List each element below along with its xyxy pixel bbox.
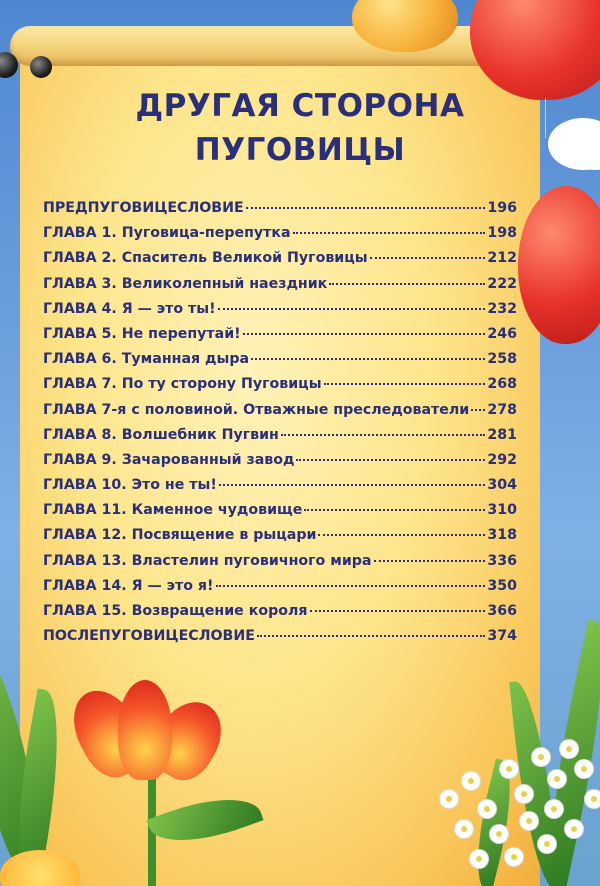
daisy-flower	[505, 848, 523, 866]
toc-entry-page: 268	[487, 376, 517, 393]
toc-entry	[43, 276, 517, 301]
toc-entry	[43, 502, 517, 527]
toc-entry-page: 212	[487, 250, 517, 267]
daisy-flower	[440, 790, 458, 808]
toc-leader-dots	[281, 434, 486, 436]
scroll-roll	[10, 26, 550, 66]
toc-entry-title: ГЛАВА 10. Это не ты!	[43, 477, 217, 494]
toc-entry	[43, 351, 517, 376]
toc-leader-dots	[243, 333, 486, 335]
red-balloon-right	[518, 186, 600, 344]
daisy-flower	[478, 800, 496, 818]
toc-entry-title: ГЛАВА 6. Туманная дыра	[43, 351, 250, 368]
toc-entry-page: 336	[487, 552, 517, 569]
toc-entry-title: ГЛАВА 11. Каменное чудовище	[43, 502, 303, 519]
toc-entry-page: 196	[487, 200, 517, 216]
toc-entry-page: 281	[487, 426, 517, 443]
daisy-flower	[575, 760, 593, 778]
toc-entry-page: 278	[487, 401, 517, 418]
daisy-flower	[462, 772, 480, 790]
toc-leader-dots	[246, 207, 486, 209]
tulip-petal	[118, 680, 172, 780]
toc-entry-title: ГЛАВА 9. Зачарованный завод	[43, 451, 295, 468]
toc-entry-title: ГЛАВА 13. Властелин пуговичного мира	[43, 552, 372, 569]
toc-entry-page: 258	[487, 351, 517, 368]
daisy-flower	[470, 850, 488, 868]
toc-leader-dots	[293, 232, 486, 234]
page-title	[0, 84, 600, 172]
daisy-flower	[520, 812, 538, 830]
daisy-flower	[515, 785, 533, 803]
toc-entry-page: 304	[487, 477, 517, 494]
toc-leader-dots	[219, 484, 486, 486]
toc-leader-dots	[329, 283, 485, 285]
toc-entry	[43, 376, 517, 401]
toc-entry-page: 350	[487, 577, 517, 594]
toc-entry-title: ГЛАВА 1. Пуговица-перепутка	[43, 225, 291, 242]
table-of-contents	[43, 200, 517, 653]
toc-leader-dots	[296, 459, 485, 461]
toc-entry	[43, 527, 517, 552]
toc-leader-dots	[218, 308, 486, 310]
toc-entry	[43, 250, 517, 275]
toc-entry-title: ГЛАВА 8. Волшебник Пугвин	[43, 426, 279, 443]
title-line-1: ДРУГАЯ СТОРОНА	[135, 88, 465, 124]
toc-leader-dots	[318, 534, 485, 536]
toc-leader-dots	[251, 358, 485, 360]
daisy-flower	[545, 800, 563, 818]
toc-leader-dots	[370, 257, 486, 259]
toc-leader-dots	[257, 635, 485, 637]
toc-entry-title: ГЛАВА 12. Посвящение в рыцари	[43, 527, 317, 544]
toc-leader-dots	[374, 560, 486, 562]
scroll-knob	[30, 56, 52, 78]
toc-entry-title: ГЛАВА 4. Я — это ты!	[43, 300, 216, 317]
toc-entry-page: 232	[487, 300, 517, 317]
toc-entry	[43, 452, 517, 477]
toc-entry-title: ГЛАВА 5. Не перепутай!	[43, 325, 241, 342]
toc-entry-title: ГЛАВА 15. Возвращение короля	[43, 603, 308, 619]
toc-entry-page: 366	[487, 603, 517, 619]
daisy-flower	[455, 820, 473, 838]
toc-entry	[43, 301, 517, 326]
toc-leader-dots	[304, 509, 485, 511]
daisy-flower	[585, 790, 600, 808]
toc-entry	[43, 326, 517, 351]
toc-entry-page: 198	[487, 225, 517, 242]
toc-entry-title: ГЛАВА 7. По ту сторону Пуговицы	[43, 376, 322, 393]
toc-entry	[43, 200, 517, 225]
toc-entry-title: ГЛАВА 2. Спаситель Великой Пуговицы	[43, 250, 368, 267]
toc-entry	[43, 603, 517, 628]
toc-entry	[43, 553, 517, 578]
toc-entry	[43, 578, 517, 603]
toc-leader-dots	[216, 585, 486, 587]
toc-entry-page: 292	[487, 451, 517, 468]
toc-entry-page: 310	[487, 502, 517, 519]
toc-entry	[43, 225, 517, 250]
toc-entry-page: 222	[487, 275, 517, 292]
daisy-flower	[490, 825, 508, 843]
daisy-flower	[548, 770, 566, 788]
title-line-2: ПУГОВИЦЫ	[194, 132, 406, 168]
daisy-flower	[538, 835, 556, 853]
toc-entry-page: 374	[487, 628, 517, 645]
toc-entry-page: 246	[487, 325, 517, 342]
toc-entry-page: 318	[487, 527, 517, 544]
daisy-flower	[532, 748, 550, 766]
daisy-flower	[565, 820, 583, 838]
toc-entry	[43, 628, 517, 653]
daisy-flower	[500, 760, 518, 778]
toc-entry-title: ГЛАВА 3. Великолепный наездник	[43, 275, 328, 292]
toc-entry-title: ГЛАВА 7-я с половиной. Отважные преследователи	[43, 401, 470, 418]
toc-entry	[43, 402, 517, 427]
toc-entry	[43, 477, 517, 502]
toc-leader-dots	[324, 383, 486, 385]
toc-entry-title: ПРЕДПУГОВИЦЕСЛОВИЕ	[43, 200, 244, 216]
toc-entry-title: ГЛАВА 14. Я — это я!	[43, 577, 214, 594]
toc-entry-title: ПОСЛЕПУГОВИЦЕСЛОВИЕ	[43, 628, 255, 645]
toc-leader-dots	[471, 409, 485, 411]
toc-leader-dots	[310, 610, 486, 612]
toc-entry	[43, 427, 517, 452]
daisy-flower	[560, 740, 578, 758]
